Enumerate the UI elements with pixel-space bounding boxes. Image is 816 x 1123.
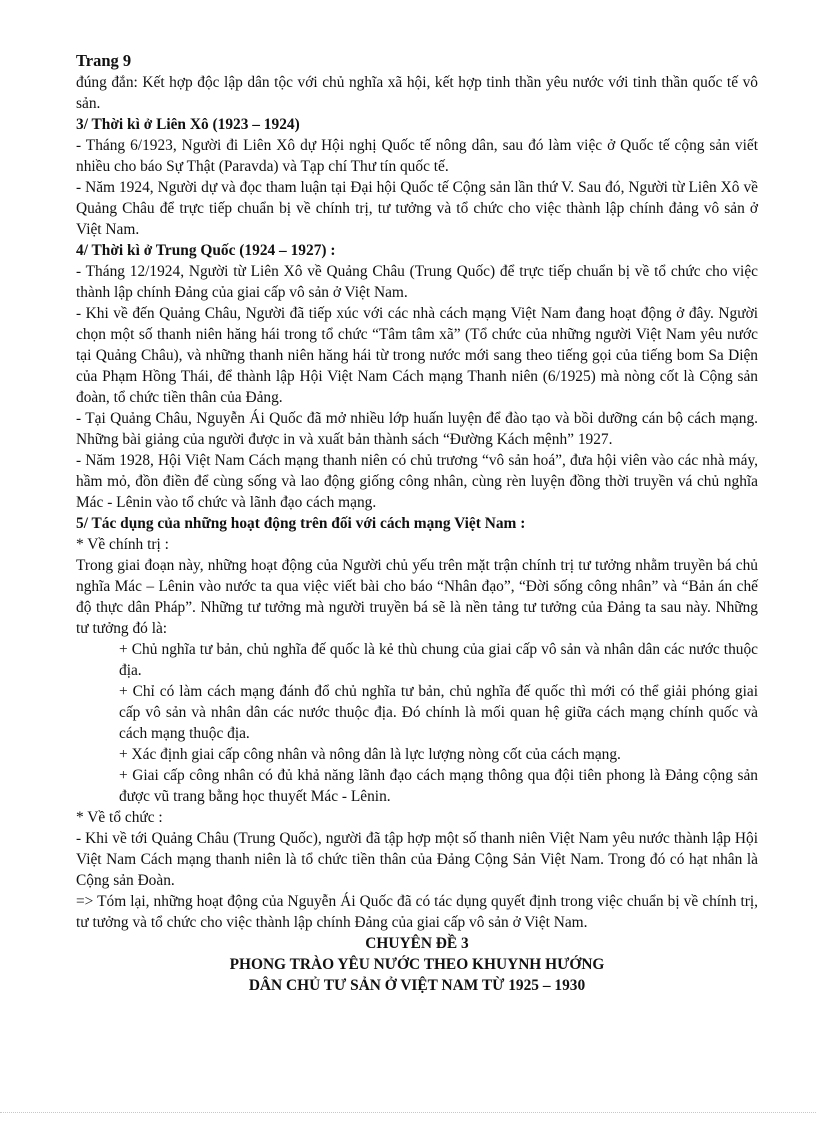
subheading-organization: * Về tổ chức : [76, 809, 163, 826]
section-heading-4: 4/ Thời kì ở Trung Quốc (1924 – 1927) : [76, 242, 336, 259]
paragraph: - Tháng 12/1924, Người từ Liên Xô về Quảng Châu (Trung Quốc) để trực tiếp chuẩn bị về tổ chức cho việc thành lập chính Đảng của giai cấp vô sản ở Việt Nam. [76, 263, 758, 301]
section-heading-3: 3/ Thời kì ở Liên Xô (1923 – 1924) [76, 116, 300, 133]
page-bottom-divider [0, 1112, 816, 1113]
paragraph: Trong giai đoạn này, những hoạt động của Người chủ yếu trên mặt trận chính trị tư tưởng nhằm truyền bá chủ nghĩa Mác – Lênin vào nước ta qua việc viết bài cho báo “Nhân đạo”, “Đời sống công nhân” và “Bản án chế độ thực dân Pháp”. Những tư tưởng mà người truyền bá sẽ là nền tảng tư tưởng của Đảng ta sau này. Những tư tưởng đó là: [76, 557, 758, 637]
document-page [76, 50, 758, 996]
chapter-title-line-2: DÂN CHỦ TƯ SẢN Ở VIỆT NAM TỪ 1925 – 1930 [248, 977, 586, 994]
paragraph: - Tháng 6/1923, Người đi Liên Xô dự Hội nghị Quốc tế nông dân, sau đó làm việc ở Quốc tế cộng sản viết nhiều cho báo Sự Thật (Paravda) và Tạp chí Thư tín quốc tế. [76, 137, 758, 175]
page-label: Trang 9 [76, 51, 132, 70]
paragraph: - Năm 1924, Người dự và đọc tham luận tại Đại hội Quốc tế Cộng sản lần thứ V. Sau đó, Người từ Liên Xô về Quảng Châu để trực tiếp chuẩn bị về chính trị, tư tưởng và tổ chức cho việc thành lập chính đảng vô sản ở Việt Nam. [76, 179, 758, 238]
section-heading-5: 5/ Tác dụng của những hoạt động trên đối với cách mạng Việt Nam : [76, 515, 526, 532]
list-item: + Chủ nghĩa tư bản, chủ nghĩa đế quốc là kẻ thù chung của giai cấp vô sản và nhân dân các nước thuộc địa. [119, 641, 758, 679]
paragraph: - Năm 1928, Hội Việt Nam Cách mạng thanh niên có chủ trương “vô sản hoá”, đưa hội viên vào các nhà máy, hầm mỏ, đồn điền để cùng sống và lao động giống công nhân, cùng rèn luyện đồng thời truyền vá chủ nghĩa Mác - Lênin vào tổ chức và lãnh đạo cách mạng. [76, 452, 758, 511]
paragraph: - Khi về đến Quảng Châu, Người đã tiếp xúc với các nhà cách mạng Việt Nam đang hoạt động ở đây. Người chọn một số thanh niên hăng hái trong tổ chức “Tâm tâm xã” (Tổ chức của những người Việt Nam yêu nước tại Quảng Châu), và những thanh niên hăng hái từ trong nước mới sang theo tiếng gọi của tiếng bom Sa Diện của Phạm Hồng Thái, để thành lập Hội Việt Nam Cách mạng Thanh niên (6/1925) mà nòng cốt là Cộng sản đoàn, tổ chức tiền thân của Đảng. [76, 305, 758, 406]
chapter-title-line-1: PHONG TRÀO YÊU NƯỚC THEO KHUYNH HƯỚNG [229, 956, 605, 973]
chapter-number: CHUYÊN ĐỀ 3 [365, 935, 469, 952]
list-item: + Giai cấp công nhân có đủ khả năng lãnh đạo cách mạng thông qua đội tiên phong là Đảng cộng sản được vũ trang bằng học thuyết Mác - Lênin. [119, 767, 758, 805]
paragraph: - Tại Quảng Châu, Nguyễn Ái Quốc đã mở nhiều lớp huấn luyện để đào tạo và bồi dưỡng cán bộ cách mạng. Những bài giảng của người được in và xuất bản thành sách “Đường Kách mệnh” 1927. [76, 410, 758, 448]
intro-paragraph: đúng đắn: Kết hợp độc lập dân tộc với chủ nghĩa xã hội, kết hợp tinh thần yêu nước với tinh thần quốc tế vô sản. [76, 74, 758, 112]
list-item: + Chỉ có làm cách mạng đánh đổ chủ nghĩa tư bản, chủ nghĩa đế quốc thì mới có thể giải phóng giai cấp vô sản và nhân dân các nước thuộc địa. Đó chính là mối quan hệ giữa cách mạng chính quốc và cách mạng thuộc địa. [119, 683, 758, 742]
conclusion-paragraph: => Tóm lại, những hoạt động của Nguyễn Ái Quốc đã có tác dụng quyết định trong việc chuẩn bị về chính trị, tư tưởng và tổ chức cho việc thành lập chính Đảng của giai cấp vô sản ở Việt Nam. [76, 893, 758, 931]
list-item: + Xác định giai cấp công nhân và nông dân là lực lượng nòng cốt của cách mạng. [119, 746, 621, 763]
subheading-politics: * Về chính trị : [76, 536, 169, 553]
paragraph: - Khi về tới Quảng Châu (Trung Quốc), người đã tập hợp một số thanh niên Việt Nam yêu nước thành lập Hội Việt Nam Cách mạng thanh niên là tổ chức tiền thân của Đảng Cộng Sản Việt Nam. Trong đó có hạt nhân là Cộng sản Đoàn. [76, 830, 758, 889]
